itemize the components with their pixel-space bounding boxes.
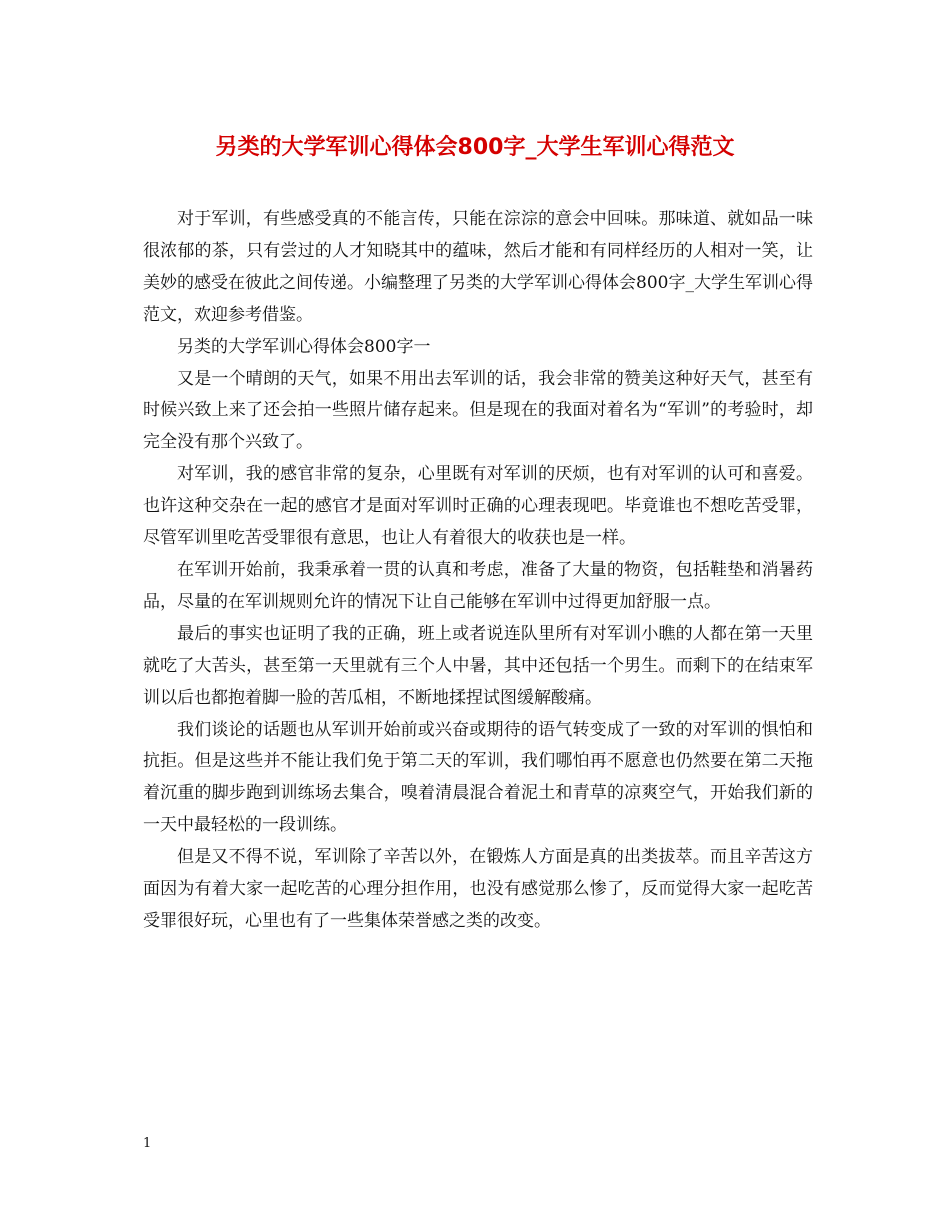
paragraph: 在军训开始前，我秉承着一贯的认真和考虑，准备了大量的物资，包括鞋垫和消暑药品，尽量的在军训规则允许的情况下让自己能够在军训中过得更加舒服一点。 (143, 559, 813, 612)
section-heading: 另类的大学军训心得体会800字一 (177, 336, 431, 357)
paragraph: 又是一个晴朗的天气，如果不用出去军训的话，我会非常的赞美这种好天气，甚至有时候兴致上来了还会拍一些照片储存起来。但是现在的我面对着名为“军训”的考验时，却完全没有那个兴致了。 (143, 368, 813, 453)
paragraph: 对军训，我的感官非常的复杂，心里既有对军训的厌烦，也有对军训的认可和喜爱。也许这种交杂在一起的感官才是面对军训时正确的心理表现吧。毕竟谁也不想吃苦受罪，尽管军训里吃苦受罪很有意思，也让人有着很大的收获也是一样。 (143, 464, 813, 549)
paragraph: 最后的事实也证明了我的正确，班上或者说连队里所有对军训小瞧的人都在第一天里就吃了大苦头，甚至第一天里就有三个人中暑，其中还包括一个男生。而剩下的在结束军训以后也都抱着脚一脸的苦瓜相，不断地揉捏试图缓解酸痛。 (143, 623, 813, 708)
paragraph-intro: 对于军训，有些感受真的不能言传，只能在淙淙的意会中回味。那味道、就如品一味很浓郁的茶，只有尝过的人才知晓其中的蕴味，然后才能和有同样经历的人相对一笑，让美妙的感受在彼此之间传递。小编整理了另类的大学军训心得体会800字_大学生军训心得范文，欢迎参考借鉴。 (143, 209, 813, 325)
page-title: 另类的大学军训心得体会800字_大学生军训心得范文 (215, 135, 735, 160)
paragraph: 但是又不得不说，军训除了辛苦以外，在锻炼人方面是真的出类拔萃。而且辛苦这方面因为有着大家一起吃苦的心理分担作用，也没有感觉那么惨了，反而觉得大家一起吃苦受罪很好玩，心里也有了一些集体荣誉感之类的改变。 (143, 847, 813, 931)
page-number: 1 (143, 1136, 152, 1151)
paragraph: 我们谈论的话题也从军训开始前或兴奋或期待的语气转变成了一致的对军训的惧怕和抗拒。但是这些并不能让我们免于第二天的军训，我们哪怕再不愿意也仍然要在第二天拖着沉重的脚步跑到训练场去集合，嗅着清晨混合着泥土和青草的凉爽空气，开始我们新的一天中最轻松的一段训练。 (143, 719, 813, 836)
body-text (143, 204, 813, 938)
